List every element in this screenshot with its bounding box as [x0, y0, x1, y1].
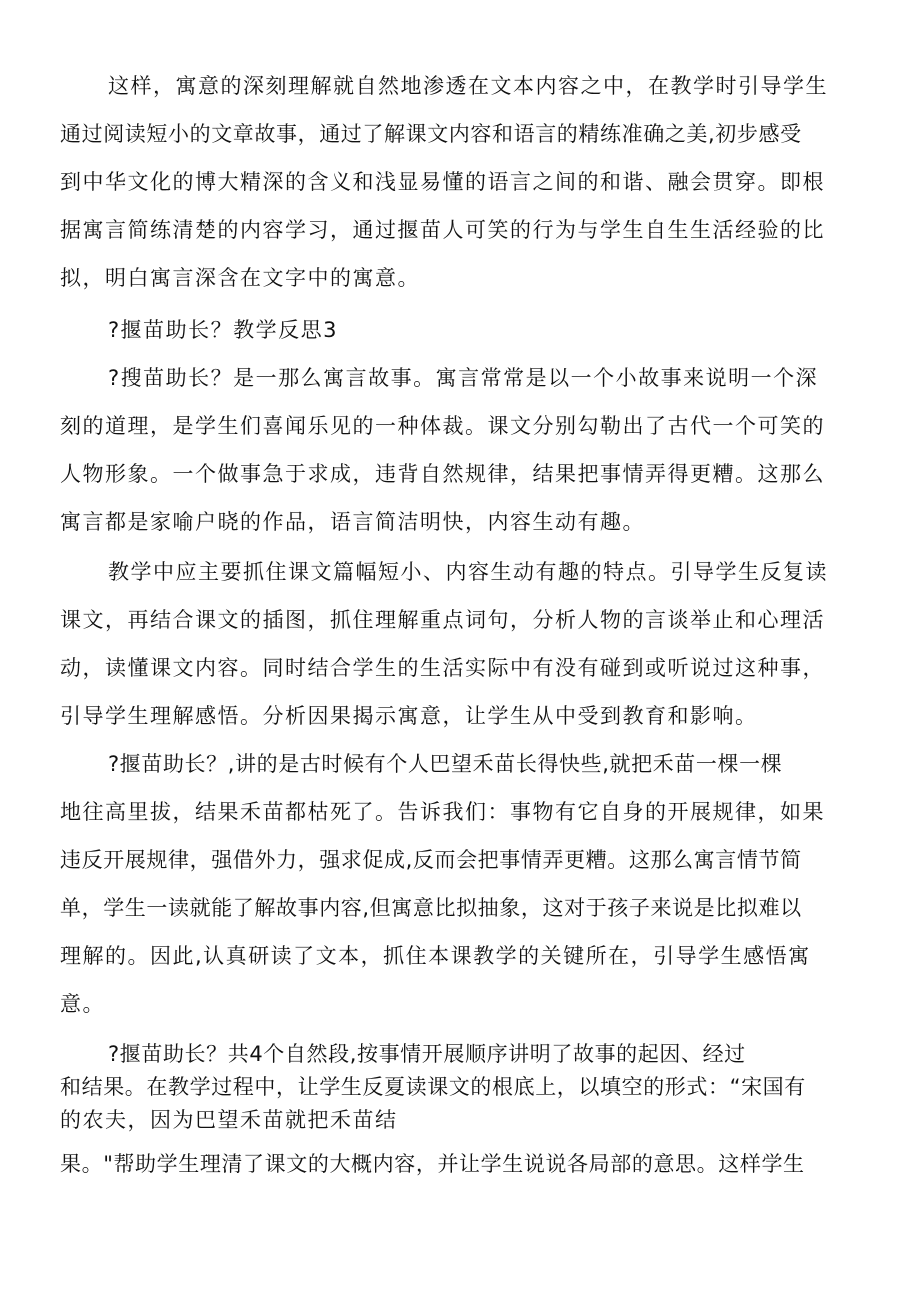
text-line: 的农夫，因为巴望禾苗就把禾苗结 [60, 1108, 398, 1132]
text-line: 果。"帮助学生理清了课文的大概内容，并让学生说说各局部的意思。这样学生 [60, 1152, 805, 1176]
text-line: 寓言都是家喻户晓的作品，语言简洁明快，内容生动有趣。 [60, 510, 645, 534]
text-line: 教学中应主要抓住课文篇幅短小、内容生动有趣的特点。引导学生反复读 [108, 560, 828, 584]
text-line: ?搜苗助长？是一那么寓言故事。寓言常常是以一个小故事来说明一个深 [108, 366, 819, 390]
text-line: 违反开展规律，强借外力，强求促成,反而会把事情弄更糟。这那么寓言情节简 [60, 848, 802, 872]
text-line: ?揠苗助长？,讲的是古时候有个人巴望禾苗长得快些,就把禾苗一棵一棵 [108, 752, 783, 776]
text-line: 理解的。因此,认真研读了文本，抓住本课教学的关键所在，引导学生感悟寓 [60, 944, 811, 968]
text-line: 刻的道理，是学生们喜闻乐见的一种体裁。课文分别勾勒出了古代一个可笑的 [60, 414, 825, 438]
text-line: 引导学生理解感悟。分析因果揭示寓意，让学生从中受到教育和影响。 [60, 704, 758, 728]
text-line: 拟，明白寓言深含在文字中的寓意。 [60, 266, 420, 290]
text-line: 动，读懂课文内容。同时结合学生的生活实际中有没有碰到或听说过这种事， [60, 656, 825, 680]
text-line: 人物形象。一个做事急于求成，违背自然规律，结果把事情弄得更糟。这那么 [60, 462, 825, 486]
text-line: 单，学生一读就能了解故事内容,但寓意比拟抽象，这对于孩子来说是比拟难以 [60, 896, 802, 920]
text-line: 意。 [60, 992, 105, 1016]
text-line: 和结果。在教学过程中，让学生反夏读课文的根底上，以填空的形式：“宋国有 [60, 1075, 806, 1099]
text-line: ?揠苗助长？共4个自然段,按事情开展顺序讲明了故事的起因、经过 [108, 1042, 746, 1066]
text-line: 通过阅读短小的文章故事，通过了解课文内容和语言的精练准确之美,初步感受 [60, 122, 802, 146]
text-line: 据寓言简练清楚的内容学习，通过揠苗人可笑的行为与学生自生生活经验的比 [60, 218, 825, 242]
text-line: 地往高里拔，结果禾苗都枯死了。告诉我们：事物有它自身的开展规律，如果 [60, 800, 825, 824]
text-line: 到中华文化的博大精深的含义和浅显易懂的语言之间的和谐、融会贯穿。即根 [60, 170, 825, 194]
text-line: 课文，再结合课文的插图，抓住理解重点词句，分析人物的言谈举止和心理活 [60, 608, 825, 632]
section-heading: ?揠苗助长？教学反思3 [108, 318, 339, 342]
text-line: 这样，寓意的深刻理解就自然地渗透在文本内容之中，在教学时引导学生 [108, 74, 828, 98]
